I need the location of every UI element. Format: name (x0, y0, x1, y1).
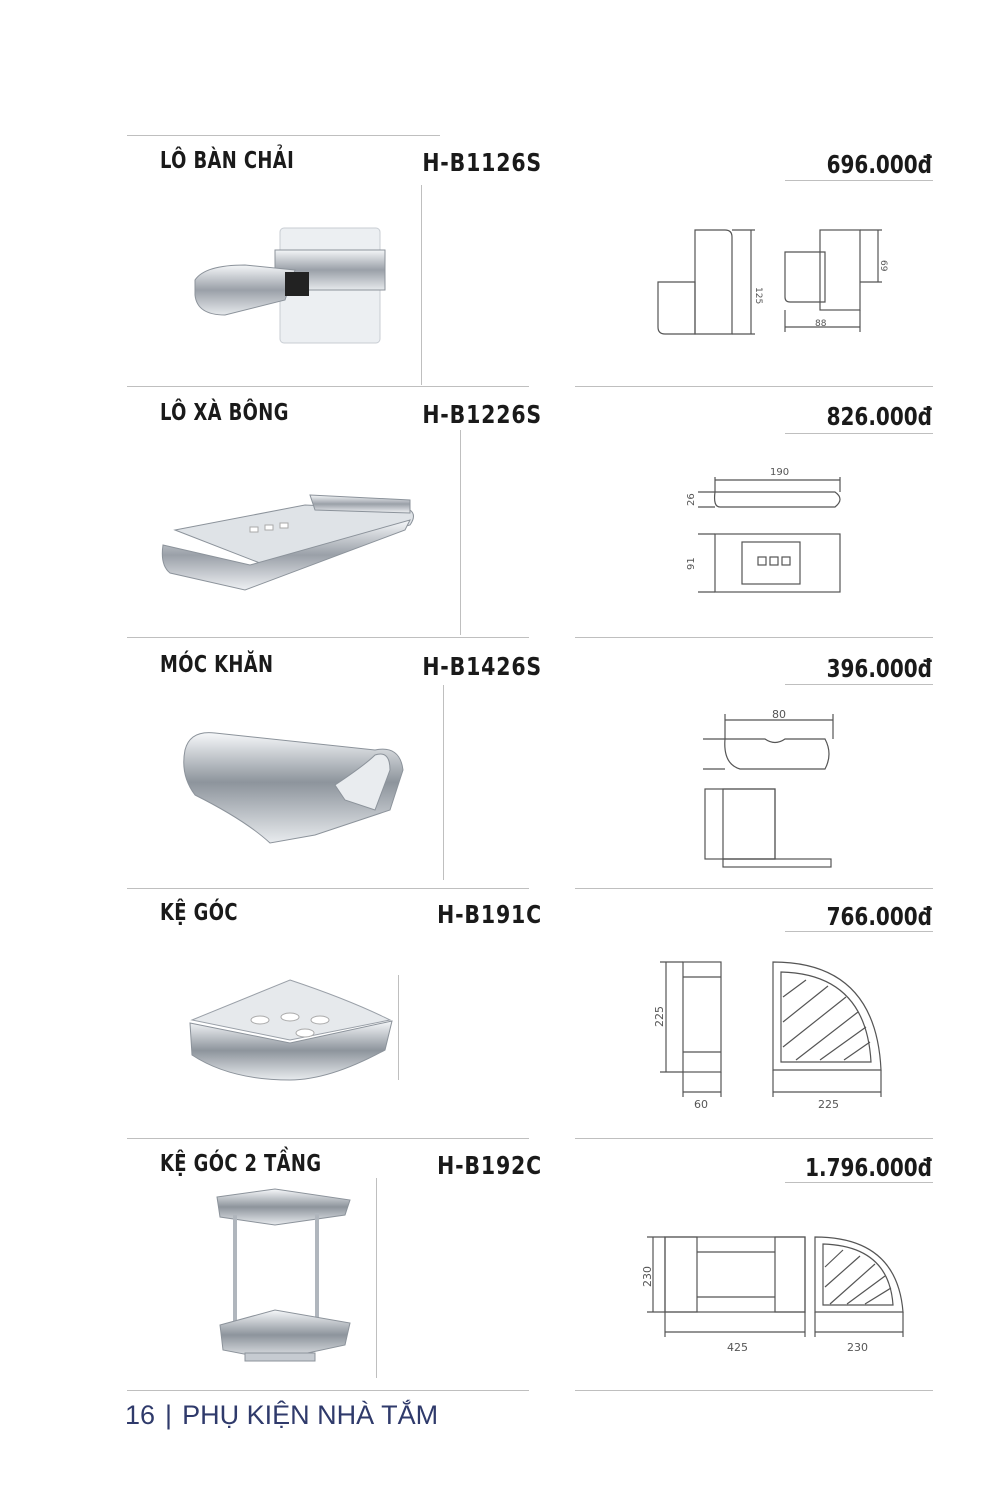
soap-dish-photo (155, 485, 420, 595)
price-underline (785, 931, 933, 932)
product-name: MÓC KHĂN (160, 652, 274, 678)
price-underline (785, 180, 933, 181)
price-underline (785, 1182, 933, 1183)
product-price: 766.000đ (826, 902, 932, 931)
row-divider-right (575, 1390, 933, 1391)
dimension-label: 88 (815, 319, 827, 329)
page-number: 16 (125, 1400, 156, 1430)
price-underline (785, 684, 933, 685)
dimension-label: 190 (770, 467, 790, 478)
row-divider-left (127, 386, 529, 387)
towel-hook-photo (175, 725, 415, 850)
row-divider-left (127, 888, 529, 889)
section-title: PHỤ KIỆN NHÀ TẮM (182, 1400, 439, 1430)
two-tier-corner-shelf-drawing (635, 1232, 910, 1362)
product-code: H-B1426S (422, 652, 542, 681)
product-price: 396.000đ (826, 654, 932, 683)
top-divider (127, 135, 440, 136)
dimension-label: 230 (641, 1266, 654, 1287)
dimension-label: 26 (686, 493, 697, 506)
corner-shelf-drawing (648, 952, 898, 1117)
soap-dish-drawing (680, 462, 860, 602)
row-divider-left (127, 1138, 529, 1139)
product-name: KỆ GÓC 2 TẦNG (160, 1151, 322, 1177)
row-divider-right (575, 888, 933, 889)
column-divider (421, 185, 422, 385)
product-code: H-B192C (437, 1151, 542, 1180)
price-underline (785, 433, 933, 434)
dimension-label: 230 (847, 1341, 868, 1354)
dimension-label: 60 (694, 1098, 708, 1111)
page-footer (125, 1400, 438, 1431)
row-divider-left (127, 637, 529, 638)
column-divider (376, 1178, 377, 1378)
dimension-label: 225 (653, 1006, 666, 1027)
column-divider (443, 685, 444, 880)
product-price: 1.796.000đ (805, 1153, 932, 1182)
row-divider-right (575, 386, 933, 387)
dimension-label: 125 (753, 287, 763, 305)
toothbrush-holder-drawing (650, 222, 900, 342)
dimension-label: 91 (686, 557, 697, 570)
towel-hook-drawing (695, 704, 845, 874)
product-code: H-B1226S (422, 400, 542, 429)
toothbrush-holder-photo (185, 210, 405, 350)
corner-shelf-photo (180, 975, 400, 1085)
product-name: LÔ XÀ BÔNG (160, 400, 289, 426)
dimension-label: 69 (878, 260, 888, 272)
row-divider-right (575, 1138, 933, 1139)
row-divider-left (127, 1390, 529, 1391)
dimension-label: 80 (772, 708, 786, 721)
product-name: KỆ GÓC (160, 900, 238, 926)
product-price: 696.000đ (826, 150, 932, 179)
row-divider-right (575, 637, 933, 638)
product-price: 826.000đ (826, 402, 932, 431)
two-tier-corner-shelf-photo (205, 1185, 360, 1385)
product-name: LÔ BÀN CHẢI (160, 148, 295, 174)
product-code: H-B191C (437, 900, 542, 929)
dimension-label: 225 (818, 1098, 839, 1111)
footer-separator: | (165, 1400, 173, 1430)
product-code: H-B1126S (422, 148, 542, 177)
dimension-label: 425 (727, 1341, 748, 1354)
column-divider (460, 430, 461, 635)
